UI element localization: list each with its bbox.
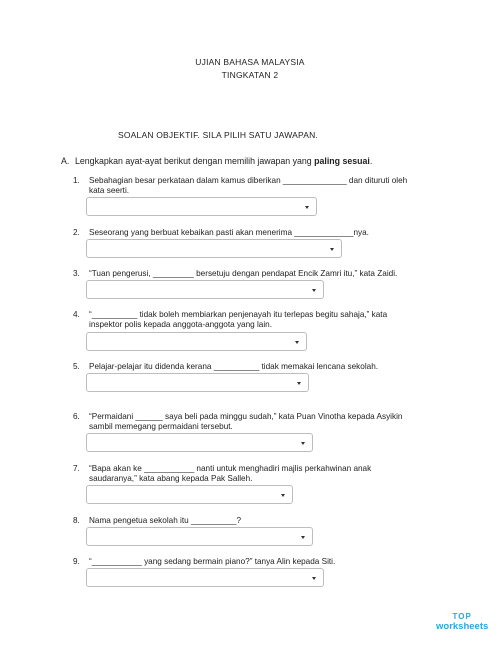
caret-down-icon [312, 577, 316, 580]
question-text: Pelajar-pelajar itu didenda kerana __________ tidak memakai lencana sekolah. [89, 362, 379, 371]
question-text: “__________ tidak boleh membiarkan penjenayah itu terlepas begitu sahaja,” kata inspektor polis kepada anggota-anggota yang lain. [89, 310, 388, 329]
question-6 [73, 412, 418, 432]
answer-dropdown-7[interactable] [86, 485, 293, 504]
answer-dropdown-4[interactable] [86, 332, 307, 351]
section-letter: A. [61, 156, 70, 166]
question-number: 4. [73, 310, 80, 319]
answer-dropdown-3[interactable] [86, 280, 324, 299]
caret-down-icon [301, 442, 305, 445]
question-5 [73, 362, 418, 372]
section-text: Lengkapkan ayat-ayat berikut dengan memilih jawapan yang [75, 156, 315, 166]
caret-down-icon [330, 248, 334, 251]
question-text: Nama pengetua sekolah itu __________? [89, 516, 242, 525]
question-number: 1. [73, 176, 80, 185]
question-8 [73, 516, 418, 526]
worksheet-subtitle: TINGKATAN 2 [221, 70, 279, 80]
question-number: 3. [73, 269, 80, 278]
question-number: 6. [73, 412, 80, 421]
question-text: Seseorang yang berbuat kebaikan pasti akan menerima _____________nya. [89, 228, 369, 237]
question-text: “Permaidani ______ saya beli pada minggu sudah,” kata Puan Vinotha kepada Asyikin sambil memegang permaidani tersebut. [89, 412, 403, 431]
caret-down-icon [301, 536, 305, 539]
question-4 [73, 310, 418, 330]
section-text-end: . [369, 156, 373, 166]
topworksheets-logo [436, 612, 488, 632]
caret-down-icon [295, 341, 299, 344]
question-number: 5. [73, 362, 80, 371]
logo-top-text: TOP [452, 612, 472, 621]
question-2 [73, 228, 418, 238]
section-text-bold: paling sesuai [314, 156, 370, 166]
question-text: “___________ yang sedang bermain piano?” tanya Alin kepada Siti. [89, 557, 336, 566]
question-number: 9. [73, 557, 80, 566]
answer-dropdown-2[interactable] [86, 239, 342, 258]
question-text: Sebahagian besar perkataan dalam kamus diberikan ______________ dan dituruti oleh kata seerti. [89, 176, 408, 195]
answer-dropdown-9[interactable] [86, 568, 324, 587]
answer-dropdown-5[interactable] [86, 373, 309, 392]
question-text: “Tuan pengerusi, _________ bersetuju dengan pendapat Encik Zamri itu,” kata Zaidi. [89, 269, 398, 278]
section-heading [61, 156, 372, 166]
answer-dropdown-6[interactable] [86, 433, 313, 452]
question-7 [73, 464, 418, 484]
question-number: 7. [73, 464, 80, 473]
caret-down-icon [281, 494, 285, 497]
question-1 [73, 176, 418, 196]
instruction-text: SOALAN OBJEKTIF. SILA PILIH SATU JAWAPAN. [118, 130, 318, 140]
question-3 [73, 269, 418, 279]
question-text: “Bapa akan ke ___________ nanti untuk menghadiri majlis perkahwinan anak saudaranya,” kata abang kepada Pak Salleh. [89, 464, 372, 483]
question-number: 2. [73, 228, 80, 237]
question-9 [73, 557, 418, 567]
caret-down-icon [297, 382, 301, 385]
question-number: 8. [73, 516, 80, 525]
logo-name-text: worksheets [436, 621, 489, 632]
answer-dropdown-1[interactable] [86, 197, 317, 216]
caret-down-icon [305, 206, 309, 209]
worksheet-title: UJIAN BAHASA MALAYSIA [195, 57, 305, 67]
answer-dropdown-8[interactable] [86, 527, 313, 546]
caret-down-icon [312, 289, 316, 292]
